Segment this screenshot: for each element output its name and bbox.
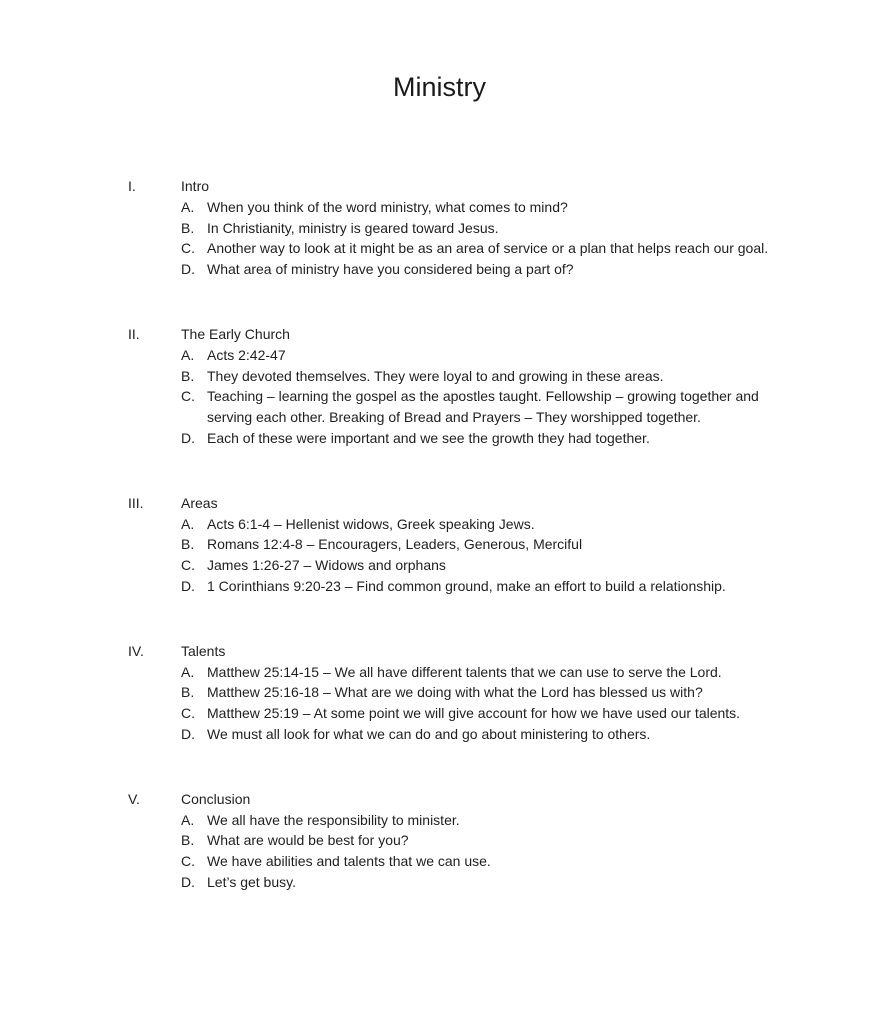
item-letter: C. (181, 705, 195, 722)
item-letter: B. (181, 684, 195, 701)
section-heading: Talents (181, 642, 226, 659)
item-letter: B. (181, 536, 195, 553)
item-letter: C. (181, 557, 195, 574)
outline-item (181, 197, 879, 218)
outline-item (181, 386, 879, 428)
item-text: Romans 12:4-8 – Encouragers, Leaders, Generous, Merciful (207, 536, 583, 553)
section-items (181, 514, 879, 597)
outline-item (181, 238, 879, 259)
section-header (128, 641, 879, 662)
item-text: Acts 6:1-4 – Hellenist widows, Greek speaking Jews. (207, 515, 535, 532)
item-letter: B. (181, 367, 195, 384)
outline-item (181, 345, 879, 366)
section-numeral: III. (128, 494, 144, 511)
section-items (181, 197, 879, 280)
item-text: Teaching – learning the gospel as the apostles taught. Fellowship – growing together and serving each other. Breaking of Bread and Prayers – They worshipped together. (207, 388, 759, 426)
item-letter: D. (181, 873, 195, 890)
item-text: Matthew 25:19 – At some point we will give account for how we have used our talents. (207, 705, 741, 722)
section-header (128, 176, 879, 197)
outline-item (181, 514, 879, 535)
section-heading: Conclusion (181, 790, 251, 807)
section-header (128, 493, 879, 514)
item-text: Matthew 25:16-18 – What are we doing with what the Lord has blessed us with? (207, 684, 703, 701)
outline-item (181, 218, 879, 239)
item-text: We have abilities and talents that we can use. (207, 853, 491, 870)
section-items (181, 810, 879, 893)
item-text: 1 Corinthians 9:20-23 – Find common ground, make an effort to build a relationship. (207, 577, 726, 594)
section-numeral: V. (128, 790, 140, 807)
item-text: We must all look for what we can do and go about ministering to others. (207, 725, 651, 742)
outline-item (181, 662, 879, 683)
section-items (181, 345, 879, 449)
section-numeral: IV. (128, 642, 144, 659)
item-text: What are would be best for you? (207, 832, 409, 849)
section-header (128, 324, 879, 345)
outline-section (128, 641, 879, 745)
item-letter: A. (181, 346, 195, 363)
item-letter: D. (181, 577, 195, 594)
section-heading: Intro (181, 178, 210, 194)
item-letter: B. (181, 832, 195, 849)
item-letter: D. (181, 261, 195, 278)
outline-item (181, 576, 879, 597)
item-letter: B. (181, 219, 195, 236)
outline-item (181, 428, 879, 449)
item-text: In Christianity, ministry is geared toward Jesus. (207, 219, 499, 236)
item-letter: A. (181, 515, 195, 532)
item-text: Matthew 25:14-15 – We all have different talents that we can use to serve the Lord. (207, 663, 722, 680)
outline-item (181, 872, 879, 893)
outline-item (181, 703, 879, 724)
item-letter: C. (181, 853, 195, 870)
item-letter: D. (181, 725, 195, 742)
outline-item (181, 259, 879, 280)
section-header (128, 789, 879, 810)
item-text: They devoted themselves. They were loyal to and growing in these areas. (207, 367, 664, 384)
item-text: Acts 2:42-47 (207, 346, 286, 363)
item-letter: C. (181, 240, 195, 257)
section-items (181, 662, 879, 745)
outline (0, 176, 879, 893)
item-text: James 1:26-27 – Widows and orphans (207, 557, 446, 574)
outline-item (181, 724, 879, 745)
document-title: Ministry (393, 72, 486, 102)
item-text: Let’s get busy. (207, 873, 296, 890)
section-numeral: I. (128, 178, 136, 194)
item-text: What area of ministry have you considered being a part of? (207, 261, 574, 278)
item-text: Another way to look at it might be as an area of service or a plan that helps reach our goal. (207, 240, 769, 257)
item-letter: A. (181, 663, 195, 680)
section-heading: The Early Church (181, 325, 290, 342)
item-letter: A. (181, 811, 195, 828)
outline-item (181, 682, 879, 703)
section-heading: Areas (181, 494, 218, 511)
outline-section (128, 493, 879, 597)
item-letter: C. (181, 388, 195, 405)
outline-item (181, 534, 879, 555)
item-letter: A. (181, 198, 195, 215)
item-text: When you think of the word ministry, what comes to mind? (207, 198, 568, 215)
outline-item (181, 830, 879, 851)
item-letter: D. (181, 429, 195, 446)
item-text: Each of these were important and we see the growth they had together. (207, 429, 650, 446)
outline-item (181, 366, 879, 387)
outline-item (181, 851, 879, 872)
outline-section (128, 789, 879, 893)
outline-section (128, 176, 879, 280)
section-numeral: II. (128, 325, 140, 342)
outline-item (181, 555, 879, 576)
outline-item (181, 810, 879, 831)
item-text: We all have the responsibility to minister. (207, 811, 460, 828)
outline-section (128, 324, 879, 449)
